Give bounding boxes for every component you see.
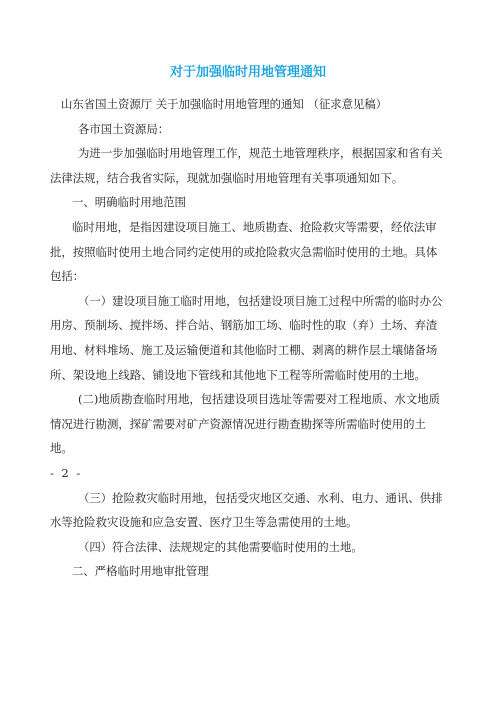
item-other-paragraph: （四）符合法律、法规规定的其他需要临时使用的土地。	[78, 539, 363, 554]
item-geology-paragraph: (二)地质勘查临时用地，包括建设项目选址等需要对工程地质、水文地质情况进行勘测，探矿需要对矿产资源情况进行勘查勘探等所需临时使用的土地。	[50, 392, 440, 456]
item-disaster-paragraph: （三）抢险救灾临时用地，包括受灾地区交通、水利、电力、通讯、供排水等抢险救灾设施和应急安置、医疗卫生等急需使用的土地。	[50, 490, 443, 530]
item-construction-paragraph: （一）建设项目施工临时用地，包括建设项目施工过程中所需的临时办公用房、预制场、搅拌场、拌合站、钢筋加工场、临时性的取（弃）土场、弃渣用地、材料堆场、施工及运输便道和其他临时工棚、剥离的耕作层土壤储备场所、架设地上线路、铺设地下管线和其他地下工程等所需临时使用的土地。	[50, 293, 443, 382]
intro-paragraph: 为进一步加强临时用地管理工作，规范土地管理秩序，根据国家和省有关法律法规，结合我省实际，现就加强临时用地管理有关事项通知如下。	[50, 146, 443, 185]
document-subtitle: 山东省国土资源厅 关于加强临时用地管理的通知 （征求意见稿）	[61, 97, 388, 111]
salutation: 各市国土资源局：	[78, 121, 170, 136]
document-title: 对于加强临时用地管理通知	[169, 65, 326, 80]
definition-paragraph: 临时用地，是指因建设项目施工、地质勘查、抢险救灾等需要，经依法审批，按照临时使用土地合同约定使用的或抢险救灾急需临时使用的土地。具体包括：	[50, 219, 438, 284]
page-number: - 2 -	[50, 465, 83, 480]
section-heading-2: 二、严格临时用地审批管理	[72, 564, 209, 579]
document-body	[50, 92, 448, 584]
section-heading-1: 一、明确临时用地范围	[72, 195, 186, 210]
